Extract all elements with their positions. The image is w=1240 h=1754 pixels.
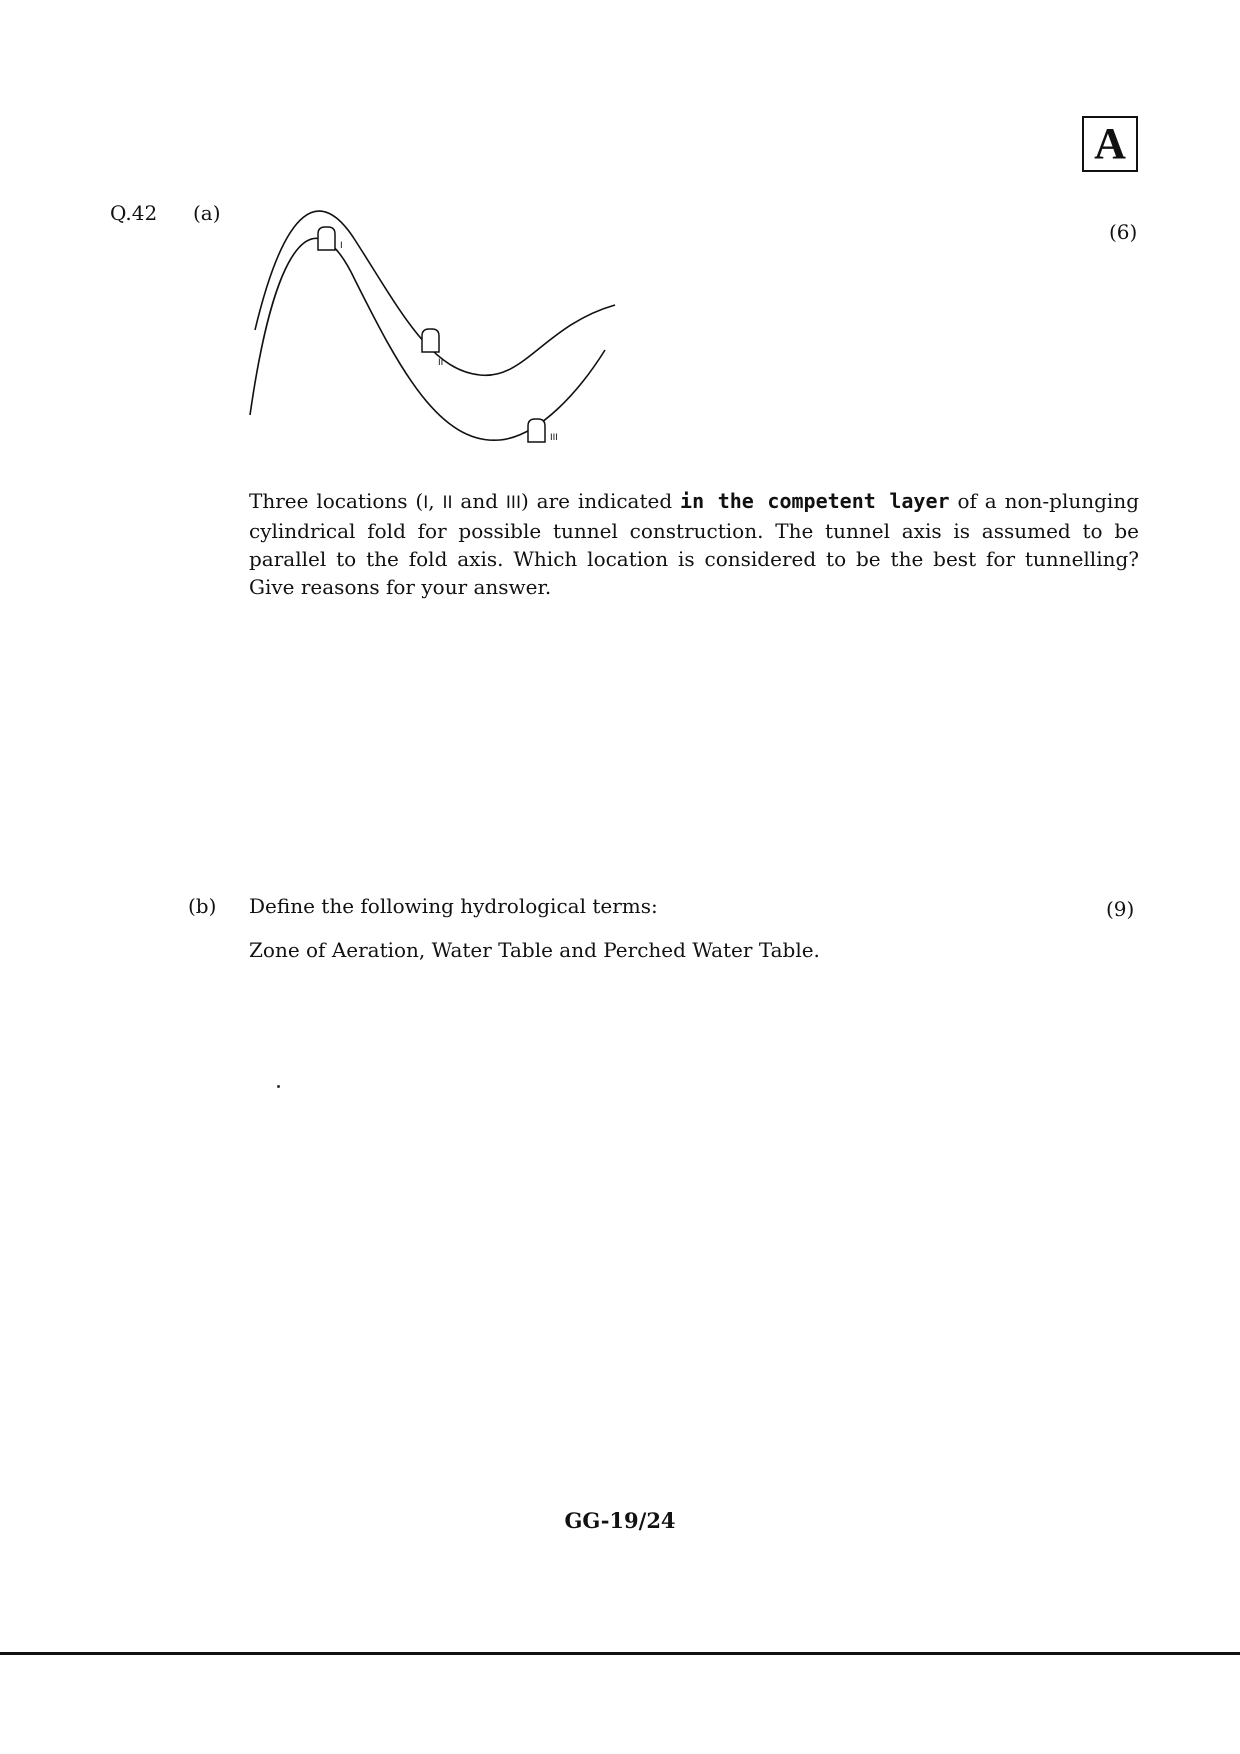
tunnel-label-ii: II <box>438 358 444 368</box>
location-i-ref: I <box>423 493 429 513</box>
location-ii-ref: II <box>442 493 453 513</box>
bottom-rule <box>0 1652 1240 1655</box>
set-letter-box <box>1082 116 1138 172</box>
text-sep-1: , <box>428 489 443 513</box>
part-a-question-text <box>249 487 1139 601</box>
part-b-terms: Zone of Aeration, Water Table and Perched Water Table. <box>249 938 820 962</box>
text-sep-2: and <box>452 489 506 513</box>
tunnel-i-icon <box>318 227 335 250</box>
part-b-prompt: Define the following hydrological terms: <box>249 894 658 918</box>
text-before-locations: Three locations ( <box>249 489 424 513</box>
part-a-label: (a) <box>193 201 221 225</box>
fold-diagram <box>240 200 630 460</box>
text-after-locations: ) are indicated <box>520 489 681 513</box>
tunnel-label-i: I <box>340 241 343 251</box>
location-iii-ref: III <box>505 493 521 513</box>
question-number: Q.42 <box>110 201 158 225</box>
part-b-marks: (9) <box>1106 897 1135 921</box>
tunnel-label-iii: III <box>550 433 558 443</box>
competent-layer-highlight: in the competent layer <box>680 489 950 513</box>
tunnel-iii-icon <box>528 419 545 442</box>
part-a-marks: (6) <box>1109 220 1138 244</box>
part-b-label: (b) <box>188 894 217 918</box>
set-letter: A <box>1094 119 1126 168</box>
tunnel-ii-icon <box>422 329 439 352</box>
text-after-highlight: of a non-plunging cylindrical fold for possible tunnel construction. The tunnel axis is assumed to be parallel to the fold axis. Which location is considered to be the best for tunnelling? Give reasons for your answer. <box>249 489 1140 599</box>
page-code: GG-19/24 <box>564 1508 676 1533</box>
stray-dot <box>277 1085 280 1088</box>
